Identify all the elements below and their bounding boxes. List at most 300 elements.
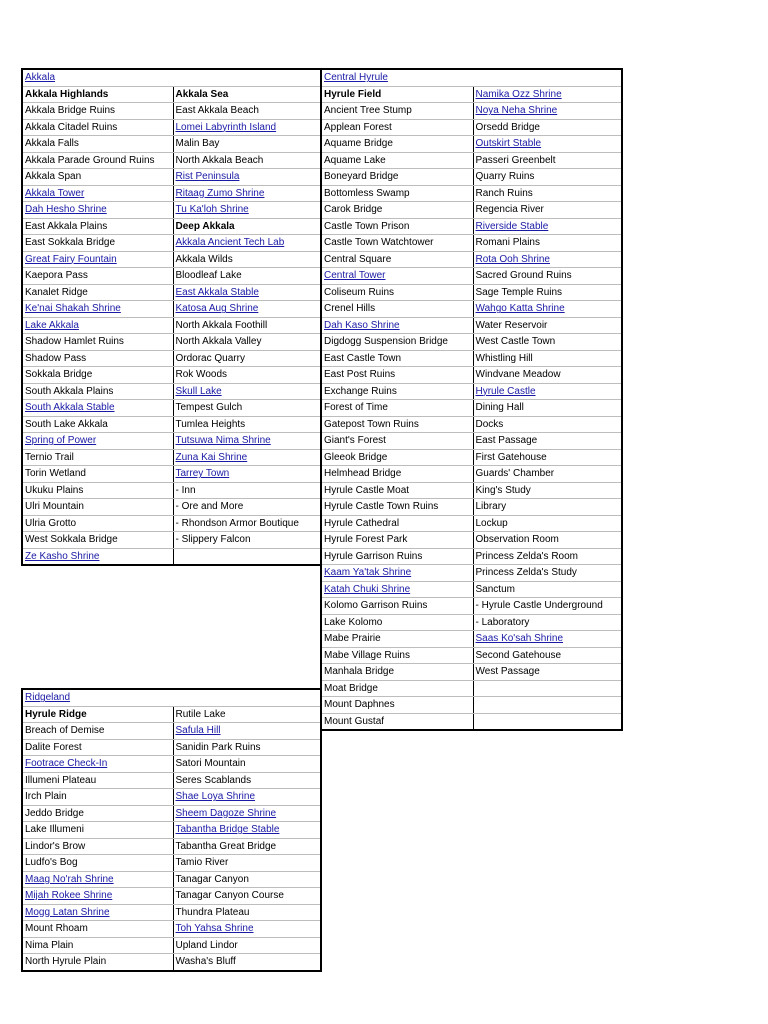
table-cell [173, 185, 320, 202]
table-cell: Tabantha Great Bridge [173, 838, 320, 855]
table-cell: Sage Temple Ruins [473, 284, 621, 301]
table-cell [23, 301, 173, 318]
link-safula-hill[interactable]: Safula Hill [175, 725, 221, 737]
table-cell: Upland Lindor [173, 937, 320, 954]
table-cell: Observation Room [473, 532, 621, 549]
table-row [322, 103, 621, 120]
table-row [23, 739, 320, 756]
table-cell [173, 235, 320, 252]
table-row [322, 235, 621, 252]
table-cell: Hyrule Cathedral [322, 515, 473, 532]
region-title-row [23, 690, 320, 706]
table-cell: Akkala Citadel Ruins [23, 119, 173, 136]
table-row [23, 400, 320, 417]
table-row [322, 119, 621, 136]
link-kaam-ya-tak-shrine[interactable]: Kaam Ya'tak Shrine [324, 567, 412, 579]
table-row [322, 334, 621, 351]
link-outskirt-stable[interactable]: Outskirt Stable [475, 138, 542, 150]
table-row [322, 581, 621, 598]
table-row [322, 367, 621, 384]
table-cell: King's Study [473, 482, 621, 499]
table-row [23, 723, 320, 740]
link-saas-ko-sah-shrine[interactable]: Saas Ko'sah Shrine [475, 633, 564, 645]
table-cell [473, 631, 621, 648]
table-cell: - Inn [173, 482, 320, 499]
table-row [23, 466, 320, 483]
table-row [23, 548, 320, 564]
table-cell [173, 169, 320, 186]
ridgeland-region-table [21, 688, 322, 972]
table-cell: Akkala Span [23, 169, 173, 186]
table-cell [473, 301, 621, 318]
table-cell: Forest of Time [322, 400, 473, 417]
link-ze-kasho-shrine[interactable]: Ze Kasho Shrine [25, 550, 100, 562]
table-cell [173, 822, 320, 839]
table-cell: Hyrule Castle Moat [322, 482, 473, 499]
table-cell: Satori Mountain [173, 756, 320, 773]
table-cell: Lake Kolomo [322, 614, 473, 631]
table-row [322, 317, 621, 334]
table-cell: Akkala Falls [23, 136, 173, 153]
table-cell: Gleeok Bridge [322, 449, 473, 466]
table-cell: Mount Gustaf [322, 713, 473, 729]
table-cell: Dining Hall [473, 400, 621, 417]
table-cell: Library [473, 499, 621, 516]
table-row [322, 598, 621, 615]
subregion-header: Akkala Sea [173, 86, 320, 103]
link-mijah-rokee-shrine[interactable]: Mijah Rokee Shrine [25, 890, 113, 902]
table-cell [23, 400, 173, 417]
table-row [322, 152, 621, 169]
table-row [322, 433, 621, 450]
link-rota-ooh-shrine[interactable]: Rota Ooh Shrine [475, 253, 550, 265]
table-cell: Dalite Forest [23, 739, 173, 756]
table-cell: Kaepora Pass [23, 268, 173, 285]
table-cell: Boneyard Bridge [322, 169, 473, 186]
region-title-link[interactable]: Akkala [25, 72, 56, 84]
table-row [23, 350, 320, 367]
link-great-fairy-fountain[interactable]: Great Fairy Fountain [25, 253, 117, 265]
table-row [23, 169, 320, 186]
table-cell: Ulria Grotto [23, 515, 173, 532]
table-cell: Helmhead Bridge [322, 466, 473, 483]
link-rist-peninsula[interactable]: Rist Peninsula [175, 171, 240, 183]
central-hyrule-region-table [320, 68, 623, 731]
akkala-region-table [21, 68, 322, 566]
link-lake-akkala[interactable]: Lake Akkala [25, 319, 79, 331]
table-cell: Moat Bridge [322, 680, 473, 697]
table-row [322, 218, 621, 235]
link-katah-chuki-shrine[interactable]: Katah Chuki Shrine [324, 583, 411, 595]
table-cell: Hyrule Forest Park [322, 532, 473, 549]
region-title-link[interactable]: Ridgeland [25, 692, 71, 704]
table-cell [473, 251, 621, 268]
table-cell [173, 202, 320, 219]
table-row [322, 86, 621, 103]
table-cell [23, 756, 173, 773]
region-title-row [23, 70, 320, 86]
table-cell [173, 921, 320, 938]
table-cell [23, 433, 173, 450]
table-row [23, 904, 320, 921]
table-row [322, 631, 621, 648]
table-row [23, 251, 320, 268]
table-row [322, 532, 621, 549]
link-toh-yahsa-shrine[interactable]: Toh Yahsa Shrine [175, 923, 254, 935]
table-cell: South Akkala Plains [23, 383, 173, 400]
table-cell: Sanctum [473, 581, 621, 598]
link-tutsuwa-nima-shrine[interactable]: Tutsuwa Nima Shrine [175, 435, 271, 447]
table-cell: Manhala Bridge [322, 664, 473, 681]
table-row [23, 937, 320, 954]
table-row [322, 515, 621, 532]
link-dah-hesho-shrine[interactable]: Dah Hesho Shrine [25, 204, 107, 216]
link-akkala-tower[interactable]: Akkala Tower [25, 187, 85, 199]
table-cell: East Akkala Beach [173, 103, 320, 120]
table-row [23, 202, 320, 219]
table-cell: Sacred Ground Ruins [473, 268, 621, 285]
table-cell: North Akkala Valley [173, 334, 320, 351]
table-row [23, 284, 320, 301]
table-cell: Aquame Lake [322, 152, 473, 169]
table-cell: Washa's Bluff [175, 956, 236, 968]
table-cell: Ancient Tree Stump [322, 103, 473, 120]
table-cell: Guards' Chamber [473, 466, 621, 483]
table-row [23, 954, 320, 970]
table-cell: East Sokkala Bridge [23, 235, 173, 252]
table-row [322, 697, 621, 714]
table-cell [23, 548, 173, 564]
table-cell: - Rhondson Armor Boutique [173, 515, 320, 532]
table-row [23, 383, 320, 400]
table-cell [322, 268, 473, 285]
table-cell [473, 680, 621, 697]
table-cell: Whistling Hill [473, 350, 621, 367]
table-cell [322, 581, 473, 598]
table-row [23, 317, 320, 334]
table-cell: Castle Town Prison [322, 218, 473, 235]
link-tarrey-town[interactable]: Tarrey Town [175, 468, 230, 480]
table-cell [173, 449, 320, 466]
table-row [322, 169, 621, 186]
table-cell: Akkala Parade Ground Ruins [23, 152, 173, 169]
table-row [322, 548, 621, 565]
table-row [23, 515, 320, 532]
table-cell [473, 86, 621, 103]
link-lomei-labyrinth-island[interactable]: Lomei Labyrinth Island [175, 121, 277, 133]
table-cell [173, 301, 320, 318]
table-cell: Seres Scablands [173, 772, 320, 789]
table-cell: North Hyrule Plain [23, 954, 173, 970]
table-row [322, 284, 621, 301]
table-cell [23, 317, 173, 334]
table-cell: Shadow Hamlet Ruins [23, 334, 173, 351]
table-cell: Castle Town Watchtower [322, 235, 473, 252]
table-cell: Bloodleaf Lake [173, 268, 320, 285]
table-cell [173, 284, 320, 301]
table-cell: Exchange Ruins [322, 383, 473, 400]
link-noya-neha-shrine[interactable]: Noya Neha Shrine [475, 105, 558, 117]
table-cell: Second Gatehouse [473, 647, 621, 664]
table-row [23, 532, 320, 549]
table-cell: Akkala Bridge Ruins [23, 103, 173, 120]
table-cell: - Slippery Falcon [173, 532, 320, 549]
link-east-akkala-stable[interactable]: East Akkala Stable [175, 286, 259, 298]
region-title-row [322, 70, 621, 86]
table-cell: - Laboratory [473, 614, 621, 631]
table-cell: Regencia River [473, 202, 621, 219]
table-row [322, 202, 621, 219]
table-cell: Ternio Trail [23, 449, 173, 466]
table-cell: Crenel Hills [322, 301, 473, 318]
table-cell [23, 888, 173, 905]
table-row [23, 235, 320, 252]
table-cell: Windvane Meadow [473, 367, 621, 384]
table-cell [473, 697, 621, 714]
table-row [23, 185, 320, 202]
subregion-header: Hyrule Field [322, 86, 473, 103]
table-cell [23, 251, 173, 268]
table-row [322, 647, 621, 664]
table-row [23, 855, 320, 872]
table-cell [473, 103, 621, 120]
table-cell [173, 548, 320, 564]
table-cell: Kolomo Garrison Ruins [322, 598, 473, 615]
table-row [322, 449, 621, 466]
table-cell: Tanagar Canyon [173, 871, 320, 888]
link-akkala-ancient-tech-lab[interactable]: Akkala Ancient Tech Lab [175, 237, 285, 249]
table-cell: Tumlea Heights [173, 416, 320, 433]
link-tu-ka-loh-shrine[interactable]: Tu Ka'loh Shrine [175, 204, 249, 216]
table-cell: Water Reservoir [473, 317, 621, 334]
link-tabantha-bridge-stable[interactable]: Tabantha Bridge Stable [175, 824, 280, 836]
table-cell [23, 904, 173, 921]
table-cell: Bottomless Swamp [322, 185, 473, 202]
table-cell: South Lake Akkala [23, 416, 173, 433]
table-cell [473, 383, 621, 400]
table-cell: Mount Rhoam [23, 921, 173, 938]
table-row [322, 251, 621, 268]
link-footrace-check-in[interactable]: Footrace Check-In [25, 758, 108, 770]
table-cell: West Passage [473, 664, 621, 681]
link-south-akkala-stable[interactable]: South Akkala Stable [25, 402, 115, 414]
table-cell: Thundra Plateau [173, 904, 320, 921]
table-row [322, 136, 621, 153]
table-cell: North Akkala Foothill [173, 317, 320, 334]
table-row [23, 86, 320, 103]
table-row [23, 218, 320, 235]
link-maag-no-rah-shrine[interactable]: Maag No'rah Shrine [25, 873, 114, 885]
table-row [23, 706, 320, 723]
table-row [23, 805, 320, 822]
table-cell: Ludfo's Bog [23, 855, 173, 872]
table-row [23, 772, 320, 789]
table-cell: East Akkala Plains [23, 218, 173, 235]
table-cell: East Passage [473, 433, 621, 450]
table-cell: Ulri Mountain [23, 499, 173, 516]
table-cell: Rok Woods [173, 367, 320, 384]
link-spring-of-power[interactable]: Spring of Power [25, 435, 97, 447]
subregion-header: Hyrule Ridge [23, 706, 173, 723]
link-sheem-dagoze-shrine[interactable]: Sheem Dagoze Shrine [175, 807, 277, 819]
table-cell: - Ore and More [173, 499, 320, 516]
table-cell: North Akkala Beach [173, 152, 320, 169]
table-cell: Sanidin Park Ruins [173, 739, 320, 756]
table-row [322, 565, 621, 582]
table-row [23, 822, 320, 839]
table-cell [23, 202, 173, 219]
table-row [23, 416, 320, 433]
table-cell: Shadow Pass [23, 350, 173, 367]
table-cell: Central Square [322, 251, 473, 268]
table-row [23, 756, 320, 773]
table-row [322, 466, 621, 483]
table-cell: Hyrule Garrison Ruins [322, 548, 473, 565]
link-shae-loya-shrine[interactable]: Shae Loya Shrine [175, 791, 256, 803]
table-cell: Illumeni Plateau [23, 772, 173, 789]
table-cell: Lockup [473, 515, 621, 532]
table-row [23, 152, 320, 169]
table-cell [23, 185, 173, 202]
region-title-link[interactable]: Central Hyrule [324, 72, 388, 84]
link-namika-ozz-shrine[interactable]: Namika Ozz Shrine [475, 88, 562, 100]
table-cell [23, 871, 173, 888]
table-row [23, 136, 320, 153]
table-row [322, 301, 621, 318]
table-cell [173, 466, 320, 483]
table-cell: Passeri Greenbelt [473, 152, 621, 169]
table-row [322, 664, 621, 681]
table-row [23, 119, 320, 136]
table-cell [322, 317, 473, 334]
table-row [322, 400, 621, 417]
table-cell [322, 565, 473, 582]
table-cell: Mabe Prairie [322, 631, 473, 648]
table-row [322, 614, 621, 631]
table-row [23, 499, 320, 516]
table-cell: Torin Wetland [23, 466, 173, 483]
table-row [23, 838, 320, 855]
table-cell: Ranch Ruins [473, 185, 621, 202]
table-row [23, 103, 320, 120]
table-cell: Giant's Forest [322, 433, 473, 450]
table-cell: West Sokkala Bridge [23, 532, 173, 549]
table-cell: Docks [473, 416, 621, 433]
table-cell: Gatepost Town Ruins [322, 416, 473, 433]
link-riverside-stable[interactable]: Riverside Stable [475, 220, 549, 232]
table-cell: Rutile Lake [173, 706, 320, 723]
table-cell: Tempest Gulch [173, 400, 320, 417]
table-cell: Breach of Demise [23, 723, 173, 740]
table-row [23, 268, 320, 285]
table-row [322, 482, 621, 499]
table-cell: Jeddo Bridge [23, 805, 173, 822]
table-cell [173, 119, 320, 136]
table-cell: Aquame Bridge [322, 136, 473, 153]
table-cell [173, 723, 320, 740]
link-mogg-latan-shrine[interactable]: Mogg Latan Shrine [25, 906, 110, 918]
table-cell: Nima Plain [23, 937, 173, 954]
table-cell: Orsedd Bridge [473, 119, 621, 136]
table-cell: Lake Illumeni [23, 822, 173, 839]
table-cell: East Castle Town [322, 350, 473, 367]
table-cell [173, 383, 320, 400]
table-cell: Malin Bay [173, 136, 320, 153]
link-ke-nai-shakah-shrine[interactable]: Ke'nai Shakah Shrine [25, 303, 121, 315]
table-cell: Carok Bridge [322, 202, 473, 219]
table-cell: Romani Plains [473, 235, 621, 252]
table-row [23, 789, 320, 806]
table-row [23, 433, 320, 450]
table-cell: Mount Daphnes [322, 697, 473, 714]
table-cell: Mabe Village Ruins [322, 647, 473, 664]
table-row [322, 416, 621, 433]
table-cell: Ordorac Quarry [173, 350, 320, 367]
table-row [23, 367, 320, 384]
link-dah-kaso-shrine[interactable]: Dah Kaso Shrine [324, 319, 400, 331]
table-cell: First Gatehouse [473, 449, 621, 466]
link-wahgo-katta-shrine[interactable]: Wahgo Katta Shrine [475, 303, 565, 315]
table-cell [173, 789, 320, 806]
link-hyrule-castle[interactable]: Hyrule Castle [475, 385, 536, 397]
table-cell [173, 433, 320, 450]
table-row [322, 268, 621, 285]
table-cell [473, 136, 621, 153]
link-central-tower[interactable]: Central Tower [324, 270, 386, 282]
table-cell: Irch Plain [23, 789, 173, 806]
table-cell: Tanagar Canyon Course [173, 888, 320, 905]
table-row [23, 921, 320, 938]
table-row [322, 383, 621, 400]
table-row [23, 449, 320, 466]
link-zuna-kai-shrine[interactable]: Zuna Kai Shrine [175, 451, 248, 463]
table-row [322, 713, 621, 729]
table-cell: Digdogg Suspension Bridge [322, 334, 473, 351]
table-cell: Princess Zelda's Study [473, 565, 621, 582]
table-cell [173, 805, 320, 822]
link-katosa-aug-shrine[interactable]: Katosa Aug Shrine [175, 303, 259, 315]
table-row [322, 185, 621, 202]
table-cell: Akkala Wilds [173, 251, 320, 268]
table-cell: West Castle Town [473, 334, 621, 351]
table-cell: Coliseum Ruins [322, 284, 473, 301]
table-cell: Quarry Ruins [473, 169, 621, 186]
subregion-header: Akkala Highlands [23, 86, 173, 103]
table-cell: Kanalet Ridge [23, 284, 173, 301]
table-row [23, 888, 320, 905]
table-row [322, 350, 621, 367]
table-row [322, 499, 621, 516]
link-ritaag-zumo-shrine[interactable]: Ritaag Zumo Shrine [175, 187, 265, 199]
table-cell: Hyrule Castle Town Ruins [322, 499, 473, 516]
table-cell: Sokkala Bridge [23, 367, 173, 384]
table-cell: - Hyrule Castle Underground [473, 598, 621, 615]
table-row [23, 871, 320, 888]
table-row [23, 482, 320, 499]
table-cell: East Post Ruins [322, 367, 473, 384]
table-cell: Princess Zelda's Room [473, 548, 621, 565]
link-skull-lake[interactable]: Skull Lake [175, 385, 222, 397]
table-cell: Ukuku Plains [23, 482, 173, 499]
table-cell [473, 713, 621, 729]
table-row [23, 334, 320, 351]
table-cell: Lindor's Brow [23, 838, 173, 855]
table-row [322, 680, 621, 697]
table-cell: Applean Forest [322, 119, 473, 136]
table-cell [473, 218, 621, 235]
subregion-header: Deep Akkala [173, 218, 320, 235]
table-cell: Tamio River [173, 855, 320, 872]
